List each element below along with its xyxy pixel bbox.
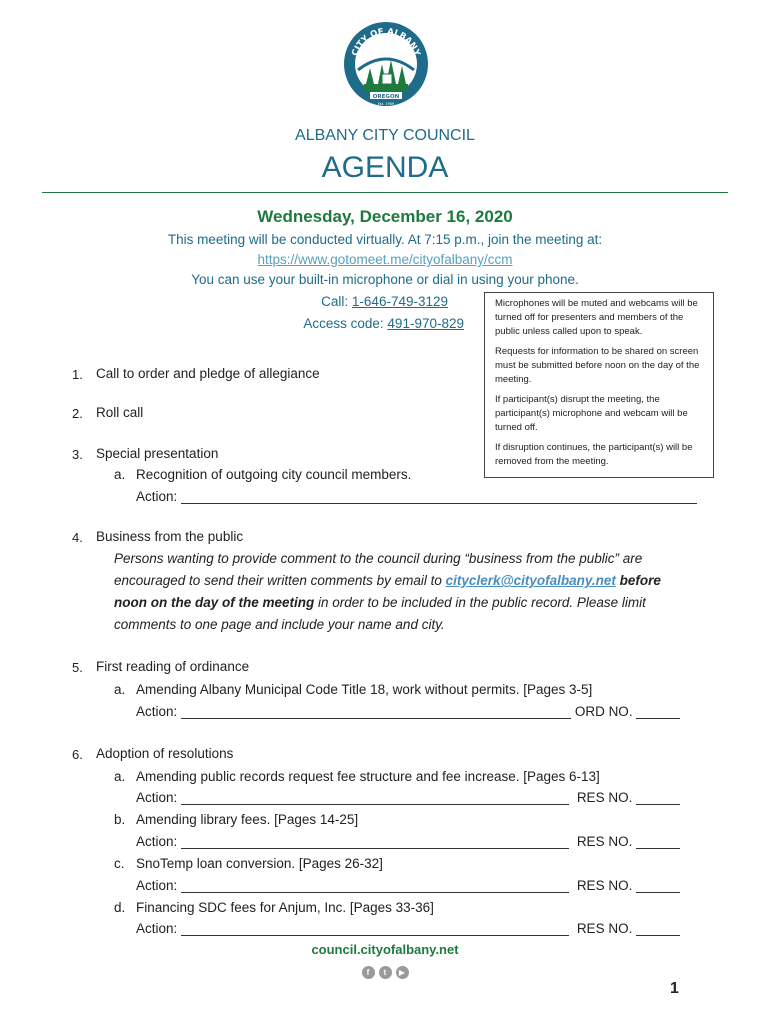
notice-screen-share: Requests for information to be shared on screen must be submitted before noon on the day of the meeting.	[495, 346, 700, 385]
item-number: 6.	[72, 747, 83, 762]
city-seal-logo	[342, 20, 430, 108]
public-comment-text-2: encouraged to send their written comments by email to cityclerk@cityofalbany.net before	[114, 573, 661, 588]
council-title: ALBANY CITY COUNCIL	[295, 127, 475, 144]
res-number-blank	[636, 792, 680, 805]
page-number: 1	[670, 980, 679, 997]
access-code-link[interactable]: 491-970-829	[387, 316, 464, 331]
call-line: Call: 1-646-749-3129	[321, 294, 448, 309]
action-blank	[181, 792, 569, 805]
item-adoption-resolutions: Adoption of resolutions	[96, 746, 234, 761]
call-number-link[interactable]: 1-646-749-3129	[351, 294, 448, 309]
action-line: Action: RES NO.	[136, 790, 680, 805]
svg-text:Est. 1909: Est. 1909	[377, 102, 395, 106]
sub-item-letter: c.	[114, 856, 125, 871]
notice-disrupt: If participant(s) disrupt the meeting, the participant(s) microphone and webcam will be turned off.	[495, 394, 688, 433]
action-line: Action:	[136, 489, 697, 504]
action-line: Action: RES NO.	[136, 878, 680, 893]
social-icons	[0, 962, 770, 980]
agenda-title: AGENDA	[321, 151, 449, 184]
meeting-intro: This meeting will be conducted virtually. At 7:15 p.m., join the meeting at:	[167, 232, 603, 247]
action-line: Action: ORD NO.	[136, 704, 680, 719]
public-comment-text-4: comments to one page and include your name and city.	[114, 617, 445, 632]
res-number-blank	[636, 923, 680, 936]
sub-item-letter: a.	[114, 769, 126, 784]
action-blank	[181, 836, 569, 849]
sub-item-letter: d.	[114, 900, 126, 915]
item-number: 1.	[72, 367, 83, 382]
ord-number-blank	[636, 706, 680, 719]
item-number: 4.	[72, 530, 83, 545]
item-number: 2.	[72, 406, 83, 421]
header-divider	[42, 192, 728, 193]
action-blank	[181, 880, 569, 893]
notice-muted: Microphones will be muted and webcams will be turned off for presenters and members of the public unless called upon to speak.	[495, 298, 698, 337]
res-number-blank	[636, 880, 680, 893]
sub-item-library-fees: Amending library fees. [Pages 14-25]	[136, 812, 359, 827]
item-roll-call: Roll call	[96, 405, 144, 420]
sub-item-letter: b.	[114, 812, 126, 827]
public-comment-text-1: Persons wanting to provide comment to the council during “business from the public” are	[114, 551, 643, 566]
item-number: 3.	[72, 447, 83, 462]
virtual-meeting-notice-box	[484, 292, 714, 478]
sub-item-title-18: Amending Albany Municipal Code Title 18, work without permits. [Pages 3-5]	[136, 682, 593, 697]
item-number: 5.	[72, 660, 83, 675]
youtube-icon[interactable]: ▶	[396, 966, 409, 979]
sub-item-letter: a.	[114, 467, 126, 482]
action-blank	[181, 491, 697, 504]
action-line: Action: RES NO.	[136, 921, 680, 936]
item-business-from-public: Business from the public	[96, 529, 244, 544]
sub-item-sdc-fees: Financing SDC fees for Anjum, Inc. [Pages 33-36]	[136, 900, 434, 915]
public-comment-text-3: noon on the day of the meeting in order to be included in the public record. Please limit	[114, 595, 646, 610]
item-special-presentation: Special presentation	[96, 446, 219, 461]
twitter-icon[interactable]: t	[379, 966, 392, 979]
item-first-reading: First reading of ordinance	[96, 659, 250, 674]
facebook-icon[interactable]: f	[362, 966, 375, 979]
item-call-to-order: Call to order and pledge of allegiance	[96, 366, 320, 381]
svg-text:OREGON: OREGON	[372, 94, 400, 100]
action-line: Action: RES NO.	[136, 834, 680, 849]
meeting-date: Wednesday, December 16, 2020	[257, 207, 513, 226]
sub-item-public-records: Amending public records request fee structure and fee increase. [Pages 6-13]	[136, 769, 600, 784]
res-number-blank	[636, 836, 680, 849]
action-blank	[181, 706, 571, 719]
notice-removed: If disruption continues, the participant(s) will be removed from the meeting.	[495, 442, 693, 467]
meeting-url-link[interactable]: https://www.gotomeet.me/cityofalbany/ccm	[257, 252, 513, 267]
sub-item-recognition: Recognition of outgoing city council members.	[136, 467, 412, 482]
meeting-phone-info: You can use your built-in microphone or dial in using your phone.	[191, 272, 579, 287]
meeting-url-line	[0, 249, 770, 271]
access-line: Access code: 491-970-829	[303, 316, 464, 331]
footer-website[interactable]: council.cityofalbany.net	[311, 942, 459, 957]
svg-text:CITY OF ALBANY: CITY OF ALBANY	[350, 26, 422, 58]
sub-item-letter: a.	[114, 682, 126, 697]
sub-item-snotemp: SnoTemp loan conversion. [Pages 26-32]	[136, 856, 383, 871]
clerk-email-link[interactable]: cityclerk@cityofalbany.net	[445, 573, 616, 588]
action-blank	[181, 923, 569, 936]
